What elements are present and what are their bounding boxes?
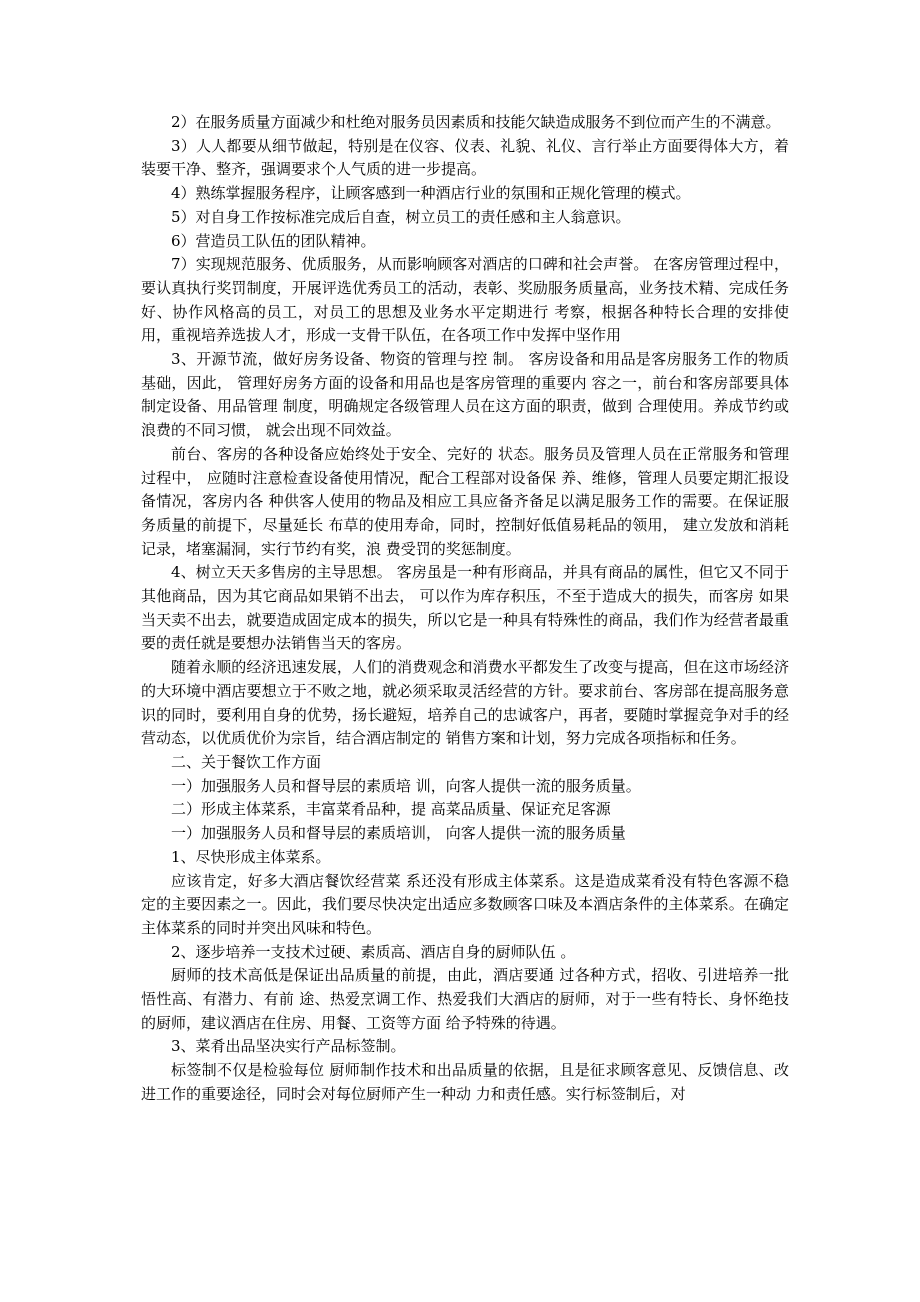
paragraph: 应该肯定，好多大酒店餐饮经营菜 系还没有形成主体菜系。这是造成菜肴没有特色客源不稳定的主要因素之一。因此，我们要尽快决定出适应多数顾客口味及本酒店条件的主体菜系。在确定主体菜系的同时并突出风味和特色。	[141, 871, 789, 937]
item-heading: 1、尽快形成主体菜系。	[171, 847, 331, 866]
paragraph: 厨师的技术高低是保证出品质量的前提，由此，酒店要通 过各种方式，招收、引进培养一批悟性高、有潜力、有前 途、热爱烹调工作、热爱我们大酒店的厨师，对于一些有特长、身怀绝技的厨师，建议酒店在住房、用餐、工资等方面 给予特殊的待遇。	[141, 966, 789, 1032]
sub-heading: 二）形成主体菜系，丰富菜肴品种，提 高菜品质量、保证充足客源	[171, 800, 611, 819]
paragraph: 5）对自身工作按标准完成后自查，树立员工的责任感和主人翁意识。	[171, 207, 631, 226]
sub-heading: 一）加强服务人员和督导层的素质培 训，向客人提供一流的服务质量。	[171, 776, 641, 795]
paragraph: 7）实现规范服务、优质服务，从而影响顾客对酒店的口碑和社会声誉。 在客房管理过程中，要认真执行奖罚制度，开展评选优秀员工的活动，表彰、奖励服务质量高，业务技术精、完成任务好、协作风格高的员工，对员工的思想及业务水平定期进行 考察，根据各种特长合理的安排使用，重视培养选拔人才，形成一支骨干队伍，在各项工作中发挥中坚作用	[141, 255, 789, 345]
paragraph: 4）熟练掌握服务程序，让顾客感到一种酒店行业的氛围和正规化管理的模式。	[171, 184, 691, 203]
paragraph: 随着永顺的经济迅速发展，人们的消费观念和消费水平都发生了改变与提高，但在这市场经济的大环境中酒店要想立于不败之地，就必须采取灵活经营的方针。要求前台、客房部在提高服务意识的同时，要利用自身的优势，扬长避短，培养自己的忠诚客户，再者，要随时掌握竞争对手的经营动态，以优质优价为宗旨，结合酒店制定的 销售方案和计划，努力完成各项指标和任务。	[141, 658, 789, 748]
paragraph: 2）在服务质量方面减少和杜绝对服务员因素质和技能欠缺造成服务不到位而产生的不满意。	[171, 113, 781, 131]
sub-heading: 一）加强服务人员和督导层的素质培训， 向客人提供一流的服务质量	[171, 824, 626, 843]
item-heading: 2、逐步培养一支技术过硬、素质高、酒店自身的厨师队伍 。	[171, 942, 576, 961]
paragraph: 3）人人都要从细节做起，特别是在仪容、仪表、礼貌、礼仪、言行举止方面要得体大方，着装要干净、整齐，强调要求个人气质的进一步提高。	[141, 136, 789, 179]
document-page	[141, 111, 789, 1107]
section-heading: 3、开源节流，做好房务设备、物资的管理与控 制。 客房设备和用品是客房服务工作的物质基础，因此， 管理好房务方面的设备和用品也是客房管理的重要内 容之一，前台和客房部要具体制定设备、用品管理 制度，明确规定各级管理人员在这方面的职责，做到 合理使用。养成节约或浪费的不同习惯， 就会出现不同效益。	[141, 350, 789, 440]
paragraph: 6）营造员工队伍的团队精神。	[171, 231, 376, 250]
item-heading: 3、菜肴出品坚决实行产品标签制。	[171, 1037, 406, 1056]
section-heading: 4、树立天天多售房的主导思想。 客房虽是一种有形商品，并具有商品的属性，但它又不同于其他商品，因为其它商品如果销不出去， 可以作为库存积压，不至于造成大的损失，而客房 如果当天卖不出去，就要造成固定成本的损失，所以它是一种具有特殊性的商品，我们作为经营者最重要的责任就是要想办法销售当天的客房。	[141, 563, 789, 653]
paragraph: 标签制不仅是检验每位 厨师制作技术和出品质量的依据，且是征求顾客意见、反馈信息、改进工作的重要途径，同时会对每位厨师产生一种动 力和责任感。实行标签制后，对	[141, 1061, 789, 1103]
paragraph: 前台、客房的各种设备应始终处于安全、完好的 状态。服务员及管理人员在正常服务和管理过程中， 应随时注意检查设备使用情况，配合工程部对设备保 养、维修，管理人员要定期汇报设备情况，客房内各 种供客人使用的物品及相应工具应备齐备足以满足服务工作的需要。在保证服务质量的前提下，尽量延长 布草的使用寿命，同时，控制好低值易耗品的领用， 建立发放和消耗记录，堵塞漏洞，实行节约有奖，浪 费受罚的奖惩制度。	[141, 444, 789, 558]
section-heading: 二、关于餐饮工作方面	[171, 752, 322, 771]
